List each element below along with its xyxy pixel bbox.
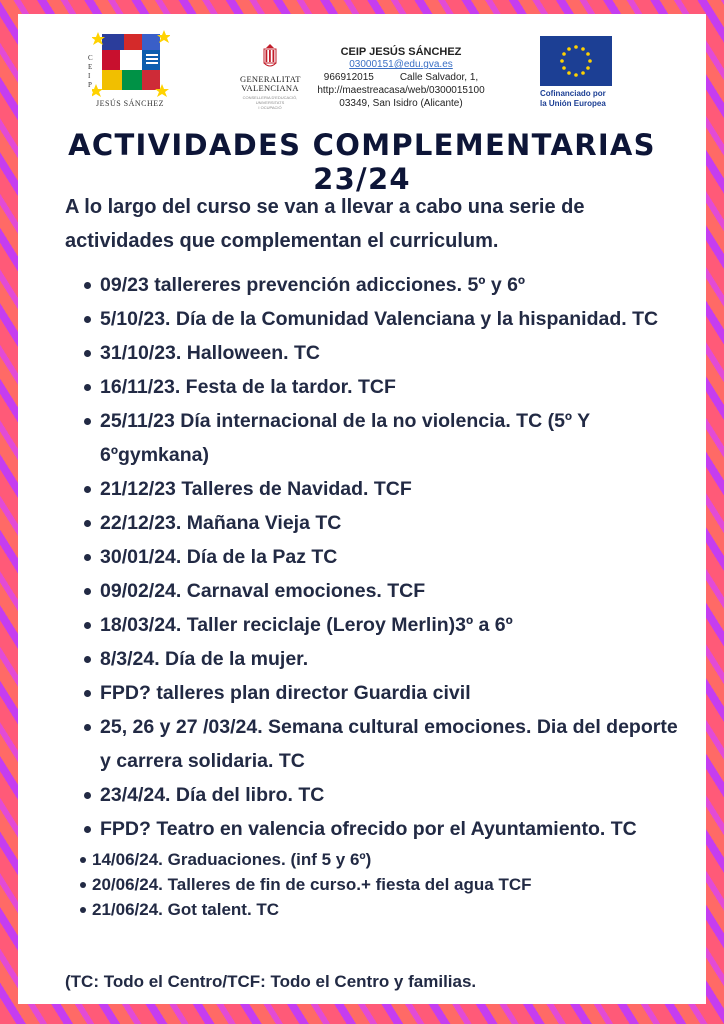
document-page [18, 14, 706, 1004]
list-item: 20/06/24. Talleres de fin de curso.+ fiesta del agua TCF [78, 872, 692, 897]
list-item: FPD? Teatro en valencia ofrecido por el Ayuntamiento. TC [82, 812, 692, 846]
list-item: 21/06/24. Got talent. TC [78, 897, 692, 922]
eu-cofinanced-logo [540, 36, 616, 109]
school-flags-emblem [92, 26, 170, 98]
school-address-city: 03349, San Isidro (Alicante) [339, 98, 463, 109]
intro-paragraph: A lo largo del curso se van a llevar a cabo una serie de actividades que complementan el curriculum. [65, 196, 585, 252]
school-name: CEIP JESÚS SÁNCHEZ [340, 46, 462, 58]
phone-address-line [286, 71, 516, 84]
generalitat-shield-icon [260, 42, 280, 70]
school-logo [88, 26, 174, 108]
school-address-street: Calle Salvador, 1, [399, 72, 479, 83]
school-web: http://maestreacasa/web/0300015100 [317, 85, 485, 96]
list-item: 30/01/24. Día de la Paz TC [82, 540, 692, 574]
list-item: 22/12/23. Mañana Vieja TC [82, 506, 692, 540]
activities-list [82, 268, 692, 922]
list-item: FPD? talleres plan director Guardia civil [82, 676, 692, 710]
page-title: ACTIVIDADES COMPLEMENTARIAS 23/24 [68, 128, 656, 196]
list-item: 31/10/23. Halloween. TC [82, 336, 692, 370]
school-email-link[interactable]: 03000151@edu.gva.es [349, 59, 453, 70]
generalitat-subtext: CONSELLERIA D'EDUCACIÓ, UNIVERSITATS I OCUPACIÓ [242, 95, 298, 110]
list-item: 5/10/23. Día de la Comunidad Valenciana y la hispanidad. TC [82, 302, 692, 336]
eu-caption: Cofinanciado por la Unión Europea [540, 89, 606, 108]
list-item: 25, 26 y 27 /03/24. Semana cultural emociones. Dia del deporte y carrera solidaria. TC [82, 710, 692, 778]
list-item: 09/23 tallereres prevención adicciones. 5º y 6º [82, 268, 692, 302]
school-phone: 966912015 [323, 72, 374, 83]
legend-footnote: (TC: Todo el Centro/TCF: Todo el Centro y familias. [65, 972, 477, 991]
list-item: 18/03/24. Taller reciclaje (Leroy Merlin)3º a 6º [82, 608, 692, 642]
list-item: 21/12/23 Talleres de Navidad. TCF [82, 472, 692, 506]
list-item: 09/02/24. Carnaval emociones. TCF [82, 574, 692, 608]
list-item: 23/4/24. Día del libro. TC [82, 778, 692, 812]
school-vertical-letters: C E I P [88, 54, 93, 89]
school-logo-caption: JESÚS SÁNCHEZ [96, 99, 165, 108]
list-item: 25/11/23 Día internacional de la no violencia. TC (5º Y 6ºgymkana) [82, 404, 692, 472]
generalitat-name: GENERALITAT VALENCIANA [240, 74, 301, 93]
list-item: 8/3/24. Día de la mujer. [82, 642, 692, 676]
eu-flag-icon [540, 36, 612, 86]
list-item: 14/06/24. Graduaciones. (inf 5 y 6º) [78, 847, 692, 872]
school-contact-block [286, 46, 516, 110]
header [18, 14, 706, 124]
list-item: 16/11/23. Festa de la tardor. TCF [82, 370, 692, 404]
